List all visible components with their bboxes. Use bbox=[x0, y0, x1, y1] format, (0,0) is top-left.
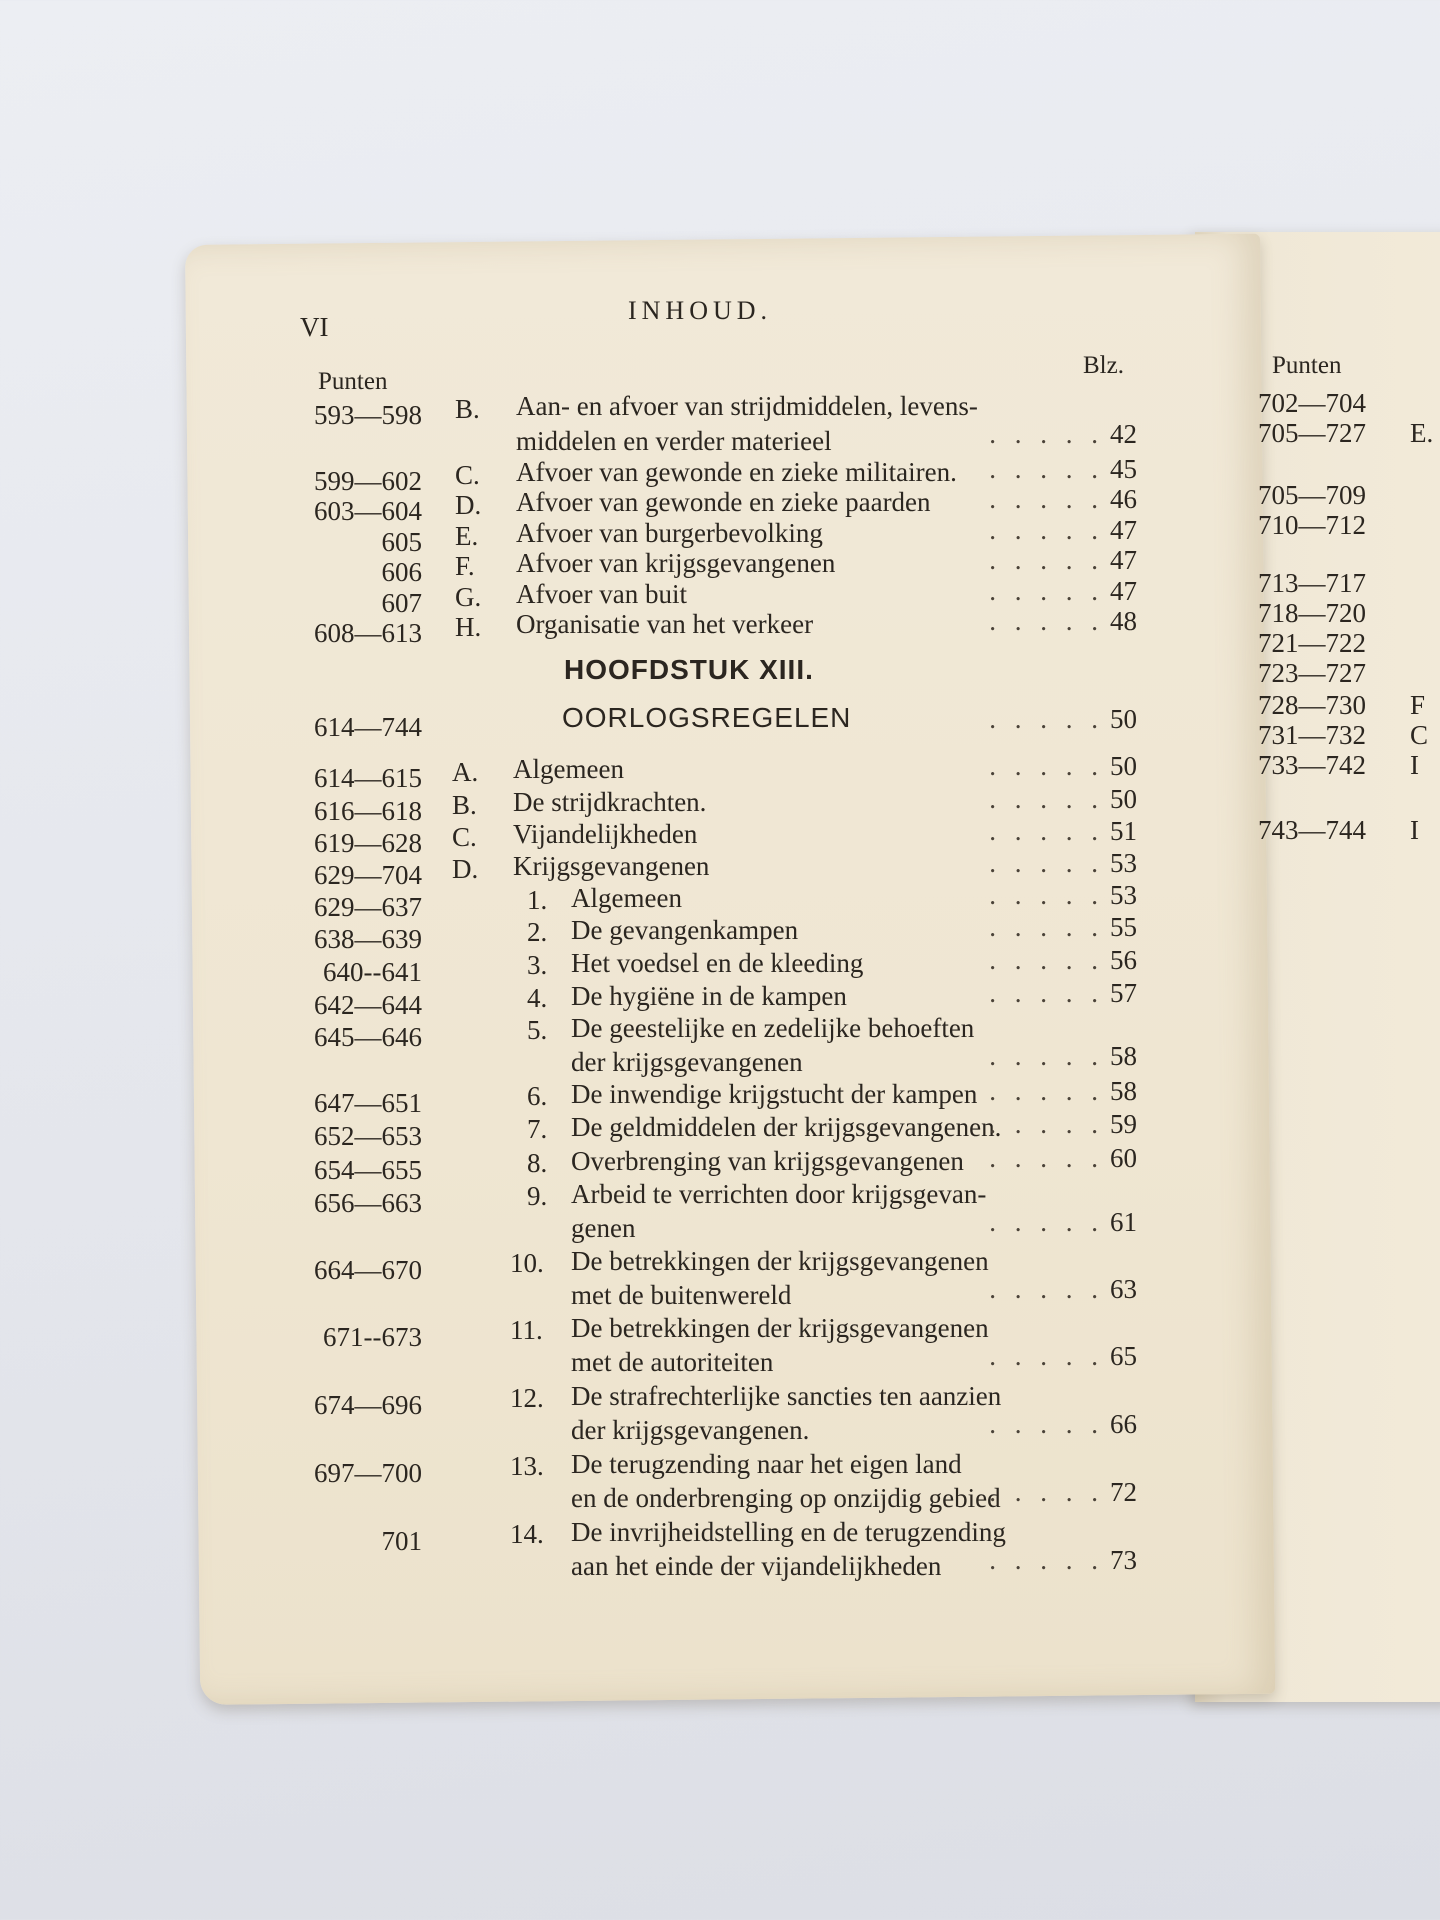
toc-page-number: 53 bbox=[1110, 848, 1137, 879]
toc-letter: H. bbox=[455, 612, 482, 643]
right-toc-punten: 713—717 bbox=[1258, 568, 1366, 598]
toc-letter: 7. bbox=[527, 1114, 548, 1145]
toc-punten: 603—604 bbox=[314, 496, 422, 527]
toc-page-number: 47 bbox=[1110, 515, 1137, 546]
toc-entry-text: De betrekkingen der krijgsgevangenen bbox=[571, 1312, 989, 1343]
page-number: VI bbox=[300, 312, 329, 342]
toc-page-number: 46 bbox=[1110, 484, 1137, 515]
right-column-punten-header: Punten bbox=[1272, 352, 1342, 379]
toc-entry-text: De betrekkingen der krijgsgevangenen bbox=[571, 1245, 989, 1276]
toc-letter: 3. bbox=[527, 950, 548, 981]
toc-letter: 6. bbox=[527, 1081, 548, 1112]
leader-dots: . . . . . bbox=[989, 1544, 1104, 1575]
leader-dots: . . . . . bbox=[989, 1143, 1104, 1174]
leader-dots: . . . . . bbox=[989, 848, 1104, 879]
toc-entry-text: De gevangenkampen bbox=[571, 914, 799, 945]
toc-entry-text: Krijgsgevangenen bbox=[513, 851, 710, 882]
toc-punten: 638—639 bbox=[314, 924, 422, 955]
column-punten-header: Punten bbox=[318, 368, 388, 395]
toc-entry-text: Afvoer van burgerbevolking bbox=[516, 518, 823, 549]
toc-punten: 605 bbox=[381, 527, 422, 558]
toc-entry-text: Algemeen bbox=[571, 882, 682, 913]
toc-punten: 606 bbox=[381, 557, 422, 588]
leader-dots: . . . . . bbox=[989, 484, 1104, 515]
toc-letter: B. bbox=[452, 790, 477, 821]
right-toc-punten: 710—712 bbox=[1258, 510, 1366, 540]
toc-letter: E. bbox=[455, 521, 479, 552]
leader-dots: . . . . . bbox=[989, 880, 1104, 911]
toc-letter: 10. bbox=[510, 1248, 544, 1279]
right-toc-letter: I bbox=[1410, 750, 1419, 780]
toc-entry-text: der krijgsgevangenen bbox=[571, 1047, 803, 1078]
leader-dots: . . . . . bbox=[989, 1040, 1104, 1071]
toc-letter: F. bbox=[455, 551, 475, 582]
toc-punten: 607 bbox=[381, 588, 422, 619]
leader-dots: . . . . . bbox=[989, 751, 1104, 782]
toc-page-number: 56 bbox=[1110, 945, 1137, 976]
toc-entry-text: Arbeid te verrichten door krijgsgevan- bbox=[571, 1178, 987, 1209]
toc-entry-text: De invrijheidstelling en de terugzending bbox=[571, 1516, 1006, 1547]
toc-entry-text: Algemeen bbox=[513, 754, 624, 785]
toc-entry-text: en de onderbrenging op onzijdig gebied bbox=[571, 1483, 1001, 1514]
leader-dots: . . . . . bbox=[989, 515, 1104, 546]
toc-punten: 629—637 bbox=[314, 892, 422, 923]
leader-dots: . . . . . bbox=[989, 816, 1104, 847]
right-toc-punten: 731—732 bbox=[1258, 720, 1366, 750]
toc-entry-text: Aan- en afvoer van strijdmiddelen, levens- bbox=[516, 391, 978, 422]
toc-punten: 674—696 bbox=[314, 1390, 422, 1421]
right-toc-punten: 705—727 bbox=[1258, 418, 1366, 448]
page-title: INHOUD. bbox=[628, 296, 773, 325]
leader-dots: . . . . . bbox=[989, 912, 1104, 943]
toc-entry-text: De terugzending naar het eigen land bbox=[571, 1448, 962, 1479]
right-toc-punten: 702—704 bbox=[1258, 388, 1366, 418]
toc-punten: 647—651 bbox=[314, 1088, 422, 1119]
toc-page-number: 72 bbox=[1110, 1476, 1137, 1507]
leader-dots: . . . . . bbox=[989, 576, 1104, 607]
toc-punten: 652—653 bbox=[314, 1121, 422, 1152]
toc-page-number: 50 bbox=[1110, 751, 1137, 782]
toc-page-number: 58 bbox=[1110, 1040, 1137, 1071]
leader-dots: . . . . . bbox=[989, 1408, 1104, 1439]
toc-punten: 608—613 bbox=[314, 618, 422, 649]
leader-dots: . . . . . bbox=[989, 545, 1104, 576]
toc-punten: 640--641 bbox=[323, 957, 422, 988]
toc-letter: 1. bbox=[527, 885, 548, 916]
toc-letter: C. bbox=[452, 822, 477, 853]
right-toc-punten: 718—720 bbox=[1258, 598, 1366, 628]
toc-entry-text: Afvoer van krijgsgevangenen bbox=[516, 548, 836, 579]
right-toc-punten: 743—744 bbox=[1258, 815, 1366, 845]
toc-letter: 14. bbox=[510, 1519, 544, 1550]
toc-punten: 614—615 bbox=[314, 763, 422, 794]
leader-dots: . . . . . bbox=[989, 945, 1104, 976]
chapter-heading: HOOFDSTUK XIII. bbox=[564, 654, 814, 685]
right-toc-letter: I bbox=[1410, 815, 1419, 845]
toc-punten: 593—598 bbox=[314, 400, 422, 431]
toc-page-number: 65 bbox=[1110, 1340, 1137, 1371]
toc-entry-text: De strafrechterlijke sancties ten aanzien bbox=[571, 1380, 1002, 1411]
right-toc-punten: 728—730 bbox=[1258, 690, 1366, 720]
toc-page-number: 47 bbox=[1110, 545, 1137, 576]
leader-dots: . . . . . bbox=[989, 784, 1104, 815]
leader-dots: . . . . . bbox=[989, 978, 1104, 1009]
toc-letter: 4. bbox=[527, 983, 548, 1014]
toc-letter: B. bbox=[455, 394, 480, 425]
right-toc-punten: 721—722 bbox=[1258, 628, 1366, 658]
toc-entry-text: Het voedsel en de kleeding bbox=[571, 947, 864, 978]
toc-entry-text: met de buitenwereld bbox=[571, 1280, 792, 1311]
leader-dots: . . . . . bbox=[989, 1340, 1104, 1371]
toc-page-number: 55 bbox=[1110, 912, 1137, 943]
section-page-number: 50 bbox=[1110, 704, 1137, 734]
toc-page-number: 60 bbox=[1110, 1143, 1137, 1174]
toc-punten: 629—704 bbox=[314, 860, 422, 891]
right-toc-letter: F bbox=[1410, 690, 1426, 720]
toc-letter: 2. bbox=[527, 917, 548, 948]
toc-entry-text: aan het einde der vijandelijkheden bbox=[571, 1551, 942, 1582]
toc-punten: 664—670 bbox=[314, 1255, 422, 1286]
toc-punten: 599—602 bbox=[314, 466, 422, 497]
toc-letter: 5. bbox=[527, 1015, 548, 1046]
right-toc-letter: E. bbox=[1410, 418, 1434, 448]
column-blz-header: Blz. bbox=[1083, 352, 1124, 379]
right-toc-letter: C bbox=[1410, 720, 1429, 750]
toc-letter: A. bbox=[452, 757, 479, 788]
toc-entry-text: Vijandelijkheden bbox=[513, 819, 698, 850]
toc-punten: 642—644 bbox=[314, 990, 422, 1021]
right-toc-punten: 723—727 bbox=[1258, 658, 1366, 688]
leader-dots: . . . . . bbox=[989, 1109, 1104, 1140]
leader-dots: . . . . . bbox=[989, 606, 1104, 637]
toc-letter: 9. bbox=[527, 1181, 548, 1212]
toc-entry-text: middelen en verder materieel bbox=[516, 425, 832, 456]
toc-entry-text: der krijgsgevangenen. bbox=[571, 1415, 810, 1446]
toc-page-number: 57 bbox=[1110, 978, 1137, 1009]
toc-page-number: 47 bbox=[1110, 576, 1137, 607]
toc-punten: 619—628 bbox=[314, 828, 422, 859]
toc-entry-text: Afvoer van gewonde en zieke militairen. bbox=[516, 457, 957, 488]
toc-page-number: 58 bbox=[1110, 1076, 1137, 1107]
toc-letter: 8. bbox=[527, 1148, 548, 1179]
toc-punten: 654—655 bbox=[314, 1155, 422, 1186]
toc-letter: C. bbox=[455, 460, 480, 491]
leader-dots: . . . . . bbox=[989, 1476, 1104, 1507]
section-punten: 614—744 bbox=[314, 712, 422, 743]
toc-letter: 13. bbox=[510, 1451, 544, 1482]
toc-page-number: 63 bbox=[1110, 1273, 1137, 1304]
toc-page-number: 48 bbox=[1110, 606, 1137, 637]
toc-entry-text: De geldmiddelen der krijgsgevangenen. bbox=[571, 1111, 1002, 1142]
toc-punten: 671--673 bbox=[323, 1322, 422, 1353]
right-toc-punten: 733—742 bbox=[1258, 750, 1366, 780]
toc-punten: 645—646 bbox=[314, 1022, 422, 1053]
toc-entry-text: De inwendige krijgstucht der kampen bbox=[571, 1078, 978, 1109]
toc-letter: D. bbox=[455, 490, 482, 521]
toc-page-number: 45 bbox=[1110, 454, 1137, 485]
toc-entry-text: De strijdkrachten. bbox=[513, 787, 707, 818]
toc-entry-text: met de autoriteiten bbox=[571, 1347, 774, 1378]
toc-page-number: 50 bbox=[1110, 784, 1137, 815]
toc-page-number: 73 bbox=[1110, 1544, 1137, 1575]
leader-dots: . . . . . bbox=[989, 418, 1104, 449]
toc-entry-text: Afvoer van buit bbox=[516, 579, 687, 610]
toc-page-number: 42 bbox=[1110, 418, 1137, 449]
leader-dots: . . . . . bbox=[989, 704, 1104, 734]
leader-dots: . . . . . bbox=[989, 1206, 1104, 1237]
toc-entry-text: Afvoer van gewonde en zieke paarden bbox=[516, 487, 931, 518]
toc-punten: 701 bbox=[381, 1526, 422, 1557]
toc-letter: G. bbox=[455, 582, 482, 613]
toc-punten: 656—663 bbox=[314, 1188, 422, 1219]
leader-dots: . . . . . bbox=[989, 1076, 1104, 1107]
toc-page-number: 61 bbox=[1110, 1206, 1137, 1237]
leader-dots: . . . . . bbox=[989, 454, 1104, 485]
toc-letter: D. bbox=[452, 854, 479, 885]
toc-page-number: 51 bbox=[1110, 816, 1137, 847]
toc-punten: 616—618 bbox=[314, 796, 422, 827]
toc-letter: 12. bbox=[510, 1383, 544, 1414]
leader-dots: . . . . . bbox=[989, 1273, 1104, 1304]
toc-entry-text: De hygiëne in de kampen bbox=[571, 980, 847, 1011]
toc-entry-text: Organisatie van het verkeer bbox=[516, 609, 814, 640]
toc-letter: 11. bbox=[510, 1315, 543, 1346]
toc-page-number: 53 bbox=[1110, 880, 1137, 911]
section-title: OORLOGSREGELEN bbox=[562, 702, 852, 733]
toc-page-number: 59 bbox=[1110, 1109, 1137, 1140]
toc-punten: 697—700 bbox=[314, 1458, 422, 1489]
toc-page-number: 66 bbox=[1110, 1408, 1137, 1439]
toc-entry-text: De geestelijke en zedelijke behoeften bbox=[571, 1012, 975, 1043]
toc-entry-text: Overbrenging van krijgsgevangenen bbox=[571, 1145, 964, 1176]
right-toc-punten: 705—709 bbox=[1258, 480, 1366, 510]
toc-entry-text: genen bbox=[571, 1213, 636, 1244]
